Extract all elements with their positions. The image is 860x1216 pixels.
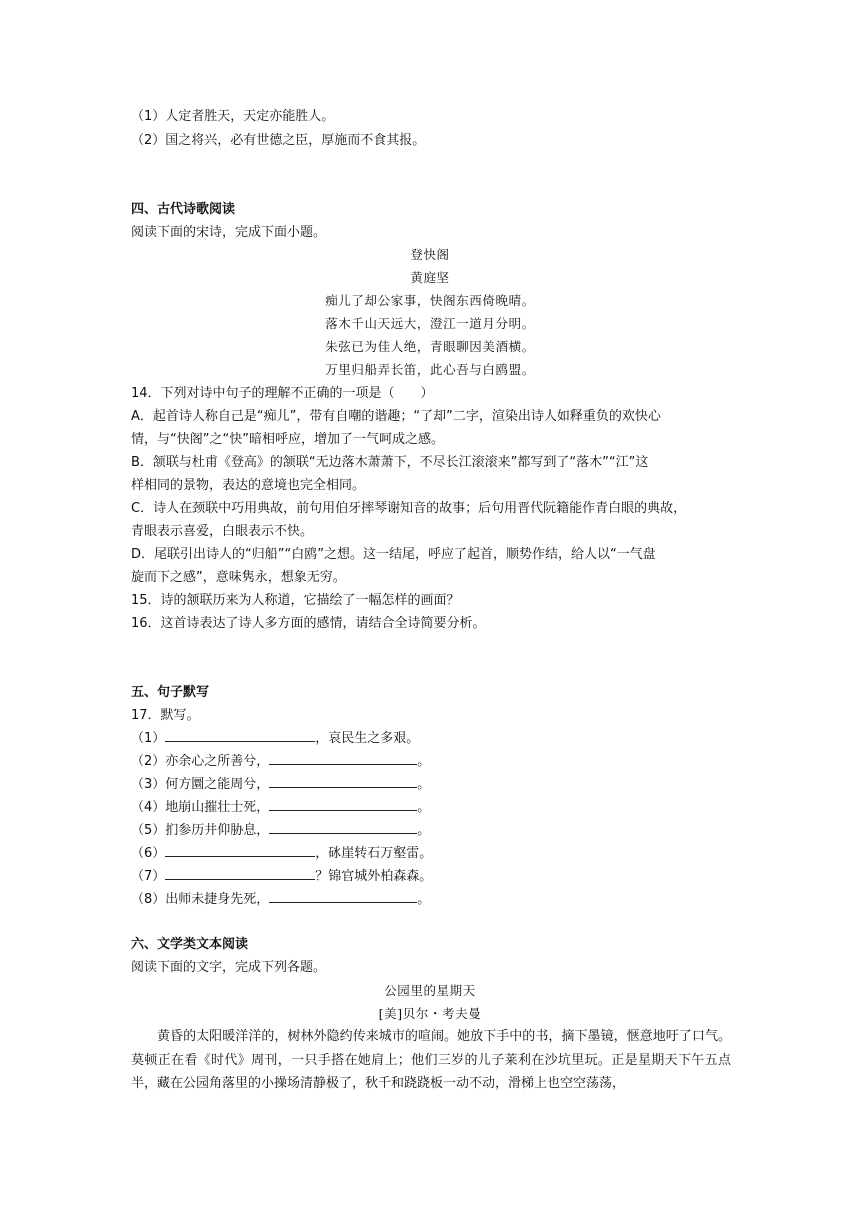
section3-item-1: （1）人定者胜天，天定亦能胜人。 — [131, 109, 335, 124]
option-b-cont: 样相同的景物，表达的意境也完全相同。 — [131, 478, 366, 493]
answer-blank[interactable] — [269, 775, 417, 788]
item-suffix: 。 — [417, 754, 431, 769]
story-author: [美]贝尔・考夫曼 — [378, 1006, 482, 1021]
item-suffix: ，哀民生之多艰。 — [315, 731, 420, 746]
item-prefix: （6） — [131, 846, 166, 861]
answer-blank[interactable] — [165, 867, 315, 880]
item-prefix: （5）扪参历井仰胁息， — [131, 823, 270, 838]
item-suffix: ？锦官城外柏森森。 — [315, 869, 433, 884]
option-a: A．起首诗人称自己是“痴儿”，带有自嘲的谐趣；“了却”二字，渲染出诗人如释重负的欢快心 — [131, 409, 661, 424]
dictation-item-3 — [131, 775, 430, 795]
poem-line: 痴儿了却公家事，快阁东西倚晚晴。 — [325, 293, 535, 308]
answer-blank[interactable] — [165, 844, 315, 857]
option-d: D．尾联引出诗人的“归船”“白鸥”之想。这一结尾，呼应了起首，顺势作结，给人以“一气盘 — [131, 547, 656, 562]
section6-intro: 阅读下面的文字，完成下列各题。 — [131, 960, 327, 975]
answer-blank[interactable] — [269, 821, 417, 834]
question-14: 14．下列对诗中句子的理解不正确的一项是（ ） — [131, 386, 434, 401]
section6-heading: 六、文学类文本阅读 — [131, 937, 249, 952]
story-paragraph: 黄昏的太阳暖洋洋的，树林外隐约传来城市的喧闹。她放下手中的书，摘下墨镜，惬意地吁了口气。莫顿正在看《时代》周刊，一只手搭在她肩上；他们三岁的儿子莱利在沙坑里玩。正是星期天下午五点半，藏在公园角落里的小操场清静极了，秋千和跷跷板一动不动，滑梯上也空空荡荡， — [131, 1029, 731, 1091]
story-title: 公园里的星期天 — [384, 983, 476, 998]
item-prefix: （1） — [131, 731, 166, 746]
option-c: C．诗人在颈联中巧用典故，前句用伯牙摔琴谢知音的故事；后句用晋代阮籍能作青白眼的典故， — [131, 501, 687, 516]
item-suffix: ，砯崖转石万壑雷。 — [315, 846, 433, 861]
question-17: 17．默写。 — [131, 708, 200, 723]
option-c-cont: 青眼表示喜爱，白眼表示不快。 — [131, 524, 314, 539]
item-prefix: （8）出师未捷身先死， — [131, 892, 270, 907]
item-suffix: 。 — [417, 823, 431, 838]
question-15: 15．诗的颔联历来为人称道，它描绘了一幅怎样的画面？ — [131, 593, 460, 608]
poem-line: 朱弦已为佳人绝，青眼聊因美酒横。 — [325, 339, 535, 354]
poem-line: 落木千山天远大，澄江一道月分明。 — [325, 316, 535, 331]
item-prefix: （4）地崩山摧壮士死， — [131, 800, 270, 815]
answer-blank[interactable] — [269, 798, 417, 811]
item-suffix: 。 — [417, 892, 431, 907]
dictation-item-4 — [131, 798, 430, 818]
option-a-cont: 情，与“快阁”之“快”暗相呼应，增加了一气呵成之感。 — [131, 432, 444, 447]
dictation-item-8 — [131, 890, 430, 910]
answer-blank[interactable] — [269, 752, 417, 765]
dictation-item-1 — [131, 729, 419, 749]
dictation-item-2 — [131, 752, 430, 772]
option-d-cont: 旋而下之感”，意味隽永，想象无穷。 — [131, 570, 346, 585]
item-suffix: 。 — [417, 800, 431, 815]
dictation-item-5 — [131, 821, 430, 841]
poem-author: 黄庭坚 — [410, 270, 450, 285]
answer-blank[interactable] — [269, 890, 417, 903]
poem-line: 万里归船弄长笛，此心吾与白鸥盟。 — [325, 362, 535, 377]
poem-title: 登快阁 — [410, 247, 450, 262]
item-prefix: （3）何方圜之能周兮， — [131, 777, 270, 792]
section3-item-2: （2）国之将兴，必有世德之臣，厚施而不食其报。 — [131, 133, 426, 148]
section5-heading: 五、句子默写 — [131, 685, 210, 700]
item-prefix: （7） — [131, 869, 166, 884]
item-prefix: （2）亦余心之所善兮， — [131, 754, 270, 769]
dictation-item-6 — [131, 844, 432, 864]
question-16: 16．这首诗表达了诗人多方面的感情，请结合全诗简要分析。 — [131, 616, 486, 631]
dictation-item-7 — [131, 867, 432, 887]
section4-intro: 阅读下面的宋诗，完成下面小题。 — [131, 225, 327, 240]
answer-blank[interactable] — [165, 729, 315, 742]
section4-heading: 四、古代诗歌阅读 — [131, 202, 236, 217]
option-b: B．颔联与杜甫《登高》的颔联“无边落木萧萧下，不尽长江滚滚来”都写到了“落木”“江”这 — [131, 455, 649, 470]
item-suffix: 。 — [417, 777, 431, 792]
